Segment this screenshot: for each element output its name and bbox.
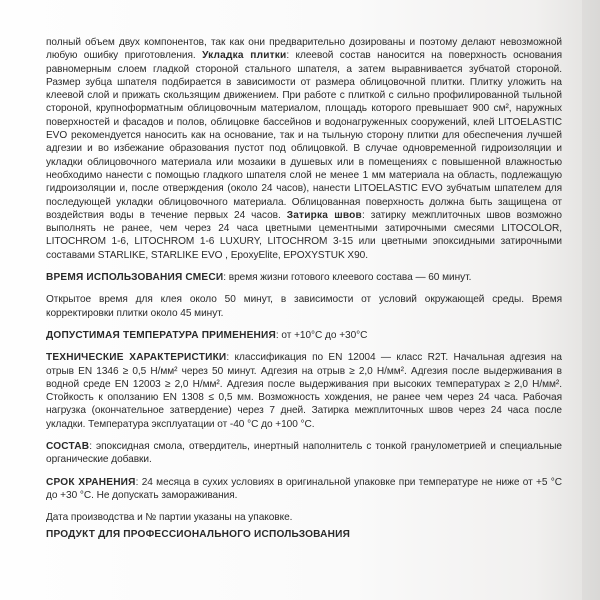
label-text <box>46 36 562 550</box>
temperature-paragraph <box>46 329 562 342</box>
text-grouting: : затирку межплиточных швов возможно выполнять не ранее, чем через 24 часа цветными цементными затирочными смесями LITOCOLOR, LITOCHROM 1-6, LITOCHROM 1-6 LUXURY, LITOCHROM 3-15 или цветными эпоксидными затирочными составами STARLIKE, STARLIKE EVO , EpoxyElite, EPOXYSTUK X90. <box>46 209 562 261</box>
heading-grouting: Затирка швов <box>286 209 362 221</box>
text-composition: : эпоксидная смола, отвердитель, инертный наполнитель с тонкой гранулометрией и специальные органические добавки. <box>46 441 562 466</box>
text-tile-laying: : клеевой состав наносится на поверхность основания равномерным слоем гладкой стороной стального шпателя, а затем выравнивается зубчатой стороной. Размер зубца шпателя подбирается в зависимости от размера облицовочной плитки. Плитку уложить на клеевой слой и прижать скользящим движением. При работе с плиткой с сильно профилированной тыльной стороной, крупноформатным облицовочным материалом, площадь которого превышает 900 см², наружных поверхностей и фасадов и полов, облицовке бассейнов и водонагруженных сооружений, клей LITOELASTIC EVO рекомендуется наносить как на основание, так и на тыльную сторону плитки для обеспечения лучшей адгезии и во избежание образования пустот под облицовкой. В случае одновременной гидроизоляции и укладки облицовочного материала или мозаики в душевых или в помещениях с повышенной влажностью необходимо нанести с помощью гладкого шпателя слой не менее 1 мм материала на область, подлежащую гидроизоляции и, после отверждения (около 24 часов), нанести LITOELASTIC EVO зубчатым шпателем для последующей укладки облицовочного материала. Облицованная поверхность должна быть защищена от воздействия воды в течение первых 24 часов. <box>46 50 563 221</box>
heading-temperature: ДОПУСТИМАЯ ТЕМПЕРАТУРА ПРИМЕНЕНИЯ <box>46 329 276 341</box>
text-pot-life: : время жизни готового клеевого состава — 60 минут. <box>223 272 472 284</box>
open-time-paragraph: Открытое время для клея около 50 минут, в зависимости от условий окружающей среды. Время корректировки плитки около 45 минут. <box>46 294 562 319</box>
heading-composition: СОСТАВ <box>46 441 90 453</box>
application-paragraph <box>46 36 562 262</box>
heading-tile-laying: Укладка плитки <box>202 50 287 62</box>
text-intro: полный объем двух компонентов, так как они предварительно дозированы и поэтому делают невозможной любую ошибку приготовления. <box>46 37 562 62</box>
text-storage: : 24 месяца в сухих условиях в оригинальной упаковке при температуре не ниже от +5 °С до +30 °С. Не допускать замораживания. <box>46 476 562 501</box>
storage-paragraph <box>46 476 562 503</box>
heading-storage: СРОК ХРАНЕНИЯ <box>46 476 136 488</box>
heading-tech: ТЕХНИЧЕСКИЕ ХАРАКТЕРИСТИКИ <box>46 352 227 364</box>
pot-life-paragraph <box>46 271 562 284</box>
text-tech: : классификация по EN 12004 — класс R2T. Начальная адгезия на отрыв EN 1346 ≥ 0,5 Н/мм² через 50 минут. Адгезия на отрыв ≥ 2,0 Н/мм². Адгезия после выдерживания в водной среде EN 12003 ≥ 2,0 Н/мм². Адгезия после выдерживания при высоких температурах ≥ 2,0 Н/мм². Стойкость к оползанию EN 1308 ≤ 0,5 мм. Возможность хождения, не ранее чем через 24 часа. Рабочая нагрузка (окончательное затвердение) через 7 дней. Затирка межплиточных швов через 24 часа после укладки. Температура эксплуатации от -40 °С до +100 °С. <box>46 352 562 430</box>
heading-pot-life: ВРЕМЯ ИСПОЛЬЗОВАНИЯ СМЕСИ <box>46 272 224 284</box>
text-temperature: : от +10°С до +30°С <box>275 329 368 341</box>
batch-paragraph: Дата производства и № партии указаны на упаковке. <box>46 512 293 524</box>
tech-paragraph <box>46 351 562 431</box>
professional-use-note: ПРОДУКТ ДЛЯ ПРОФЕССИОНАЛЬНОГО ИСПОЛЬЗОВАНИЯ <box>46 528 351 540</box>
composition-paragraph <box>46 440 562 467</box>
